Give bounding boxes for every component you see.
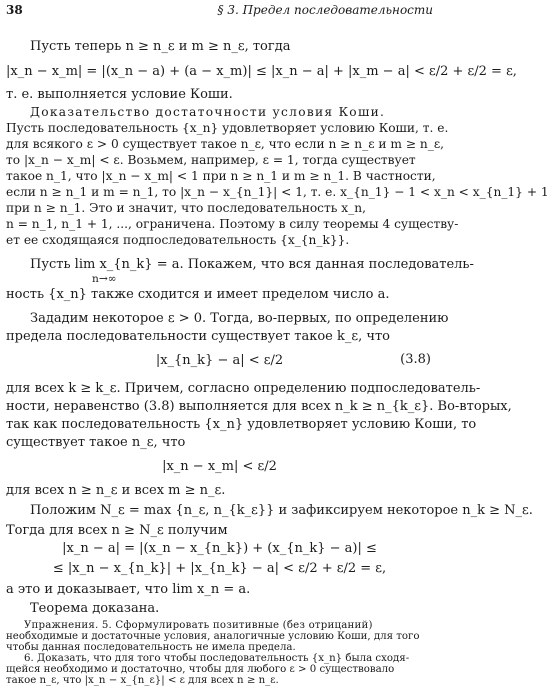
text-line: ности, неравенство (3.8) выполняется для всех n_k ≥ n_{k_ε}. Во-вторых, <box>6 399 512 414</box>
text-line: такое n_1, что |x_n − x_m| < 1 при n ≥ n_1 и m ≥ n_1. В частности, <box>6 169 436 183</box>
equation: |x_n − x_m| < ε/2 <box>162 459 277 474</box>
text-line: существует такое n_ε, что <box>6 435 186 450</box>
text-line: Пусть последовательность {x_n} удовлетворяет условию Коши, т. е. <box>6 121 449 135</box>
text-line: для всех n ≥ n_ε и всех m ≥ n_ε. <box>6 483 226 498</box>
text-line: т. е. выполняется условие Коши. <box>6 87 233 102</box>
text-line: ность {x_n} также сходится и имеет пределом число a. <box>6 287 390 302</box>
text-line: предела последовательности существует такое k_ε, что <box>6 329 391 344</box>
text-line: Пусть теперь n ≥ n_ε и m ≥ n_ε, тогда <box>30 39 291 54</box>
text-line: Тогда для всех n ≥ N_ε получим <box>6 523 228 538</box>
text-line: Положим N_ε = max {n_ε, n_{k_ε}} и зафиксируем некоторое n_k ≥ N_ε. <box>30 503 533 518</box>
text-line: то |x_n − x_m| < ε. Возьмем, например, ε = 1, тогда существует <box>6 153 416 167</box>
text-line: а это и доказывает, что lim x_n = a. <box>6 582 251 597</box>
running-header <box>6 3 433 21</box>
equation: |x_{n_k} − a| < ε/2 <box>155 353 284 368</box>
exercise-line: такое n_ε, что |x_n − x_{n_ε}| < ε для всех n ≥ n_ε. <box>6 675 279 686</box>
text-line: если n ≥ n_1 и m = n_1, то |x_n − x_{n_1}| < 1, т. е. x_{n_1} − 1 < x_n < x_{n_1} + 1 <box>6 185 549 199</box>
page-number: 38 <box>6 3 23 17</box>
text-line: так как последовательность {x_n} удовлетворяет условию Коши, то <box>6 417 477 432</box>
text-line: Пусть lim x_{n_k} = a. Покажем, что вся данная последователь- <box>30 257 474 272</box>
text-line: при n ≥ n_1. Это и значит, что последовательность x_n, <box>6 201 366 215</box>
section-heading: Доказательство достаточности условия Коши. <box>30 105 386 119</box>
text-line: ет ее сходящаяся подпоследовательность {x_{n_k}}. <box>6 233 350 247</box>
equation: |x_n − x_m| = |(x_n − a) + (a − x_m)| ≤ |x_n − a| + |x_m − a| < ε/2 + ε/2 = ε, <box>6 64 517 79</box>
text-line: для всех k ≥ k_ε. Причем, согласно определению подпоследователь- <box>6 381 481 396</box>
exercise-line: Упражнения. 5. Сформулировать позитивные (без отрицаний) <box>24 620 373 631</box>
exercise-line: 6. Доказать, что для того чтобы последовательность {x_n} была сходя- <box>24 653 410 664</box>
text-line: Теорема доказана. <box>30 601 160 616</box>
exercise-line: необходимые и достаточные условия, аналогичные условию Коши, для того <box>6 631 420 642</box>
equation-number: (3.8) <box>400 352 431 367</box>
limit-subscript: n→∞ <box>92 273 117 285</box>
exercise-line: щейся необходимо и достаточно, чтобы для любого ε > 0 существовало <box>6 664 395 675</box>
text-line: для всякого ε > 0 существует такое n_ε, что если n ≥ n_ε и m ≥ n_ε, <box>6 137 445 151</box>
equation: |x_n − a| = |(x_n − x_{n_k}) + (x_{n_k} − a)| ≤ <box>62 541 377 556</box>
text-line: Зададим некоторое ε > 0. Тогда, во-первых, по определению <box>30 311 449 326</box>
exercise-line: чтобы данная последовательность не имела предела. <box>6 642 296 653</box>
text-line: n = n_1, n_1 + 1, ..., ограничена. Поэтому в силу теоремы 4 существу- <box>6 217 459 231</box>
section-title: § 3. Предел последовательности <box>217 3 433 17</box>
equation: ≤ |x_n − x_{n_k}| + |x_{n_k} − a| < ε/2 + ε/2 = ε, <box>52 561 387 576</box>
